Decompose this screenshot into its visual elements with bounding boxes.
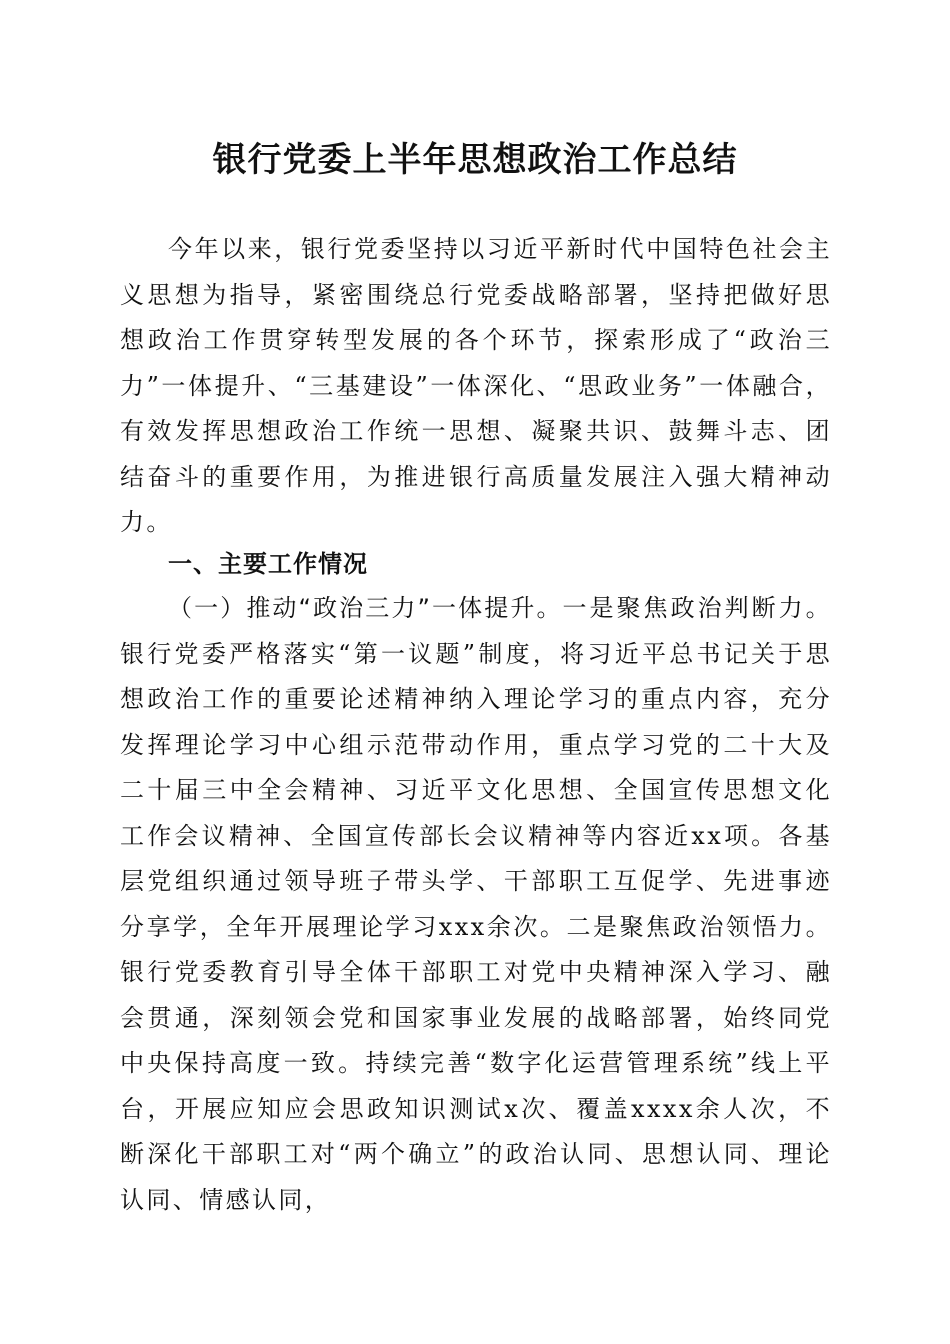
section-heading-main-work: 一、主要工作情况	[168, 550, 368, 578]
document-title: 银行党委上半年思想政治工作总结	[212, 140, 738, 180]
subsection-heading: （一）推动“政治三力”一体提升。	[168, 594, 563, 622]
intro-paragraph: 今年以来，银行党委坚持以习近平新时代中国特色社会主义思想为指导，紧密围绕总行党委战略部署，坚持把做好思想政治工作贯穿转型发展的各个环节，探索形成了“政治三力”一体提升、“三基建设”一体深化、“思政业务”一体融合，有效发挥思想政治工作统一思想、凝聚共识、鼓舞斗志、团结奋斗的重要作用，为推进银行高质量发展注入强大精神动力。	[120, 235, 832, 536]
subsection-paragraph-political-capacity	[120, 586, 832, 1223]
subsection-body: 一是聚焦政治判断力。银行党委严格落实“第一议题”制度，将习近平总书记关于思想政治工作的重要论述精神纳入理论学习的重点内容，充分发挥理论学习中心组示范带动作用，重点学习党的二十大及二十届三中全会精神、习近平文化思想、全国宣传思想文化工作会议精神、全国宣传部长会议精神等内容近xx项。各基层党组织通过领导班子带头学、干部职工互促学、先进事迹分享学，全年开展理论学习xxx余次。二是聚焦政治领悟力。银行党委教育引导全体干部职工对党中央精神深入学习、融会贯通，深刻领会党和国家事业发展的战略部署，始终同党中央保持高度一致。持续完善“数字化运营管理系统”线上平台，开展应知应会思政知识测试x次、覆盖xxxx余人次，不断深化干部职工对“两个确立”的政治认同、思想认同、理论认同、情感认同，	[120, 594, 832, 1214]
